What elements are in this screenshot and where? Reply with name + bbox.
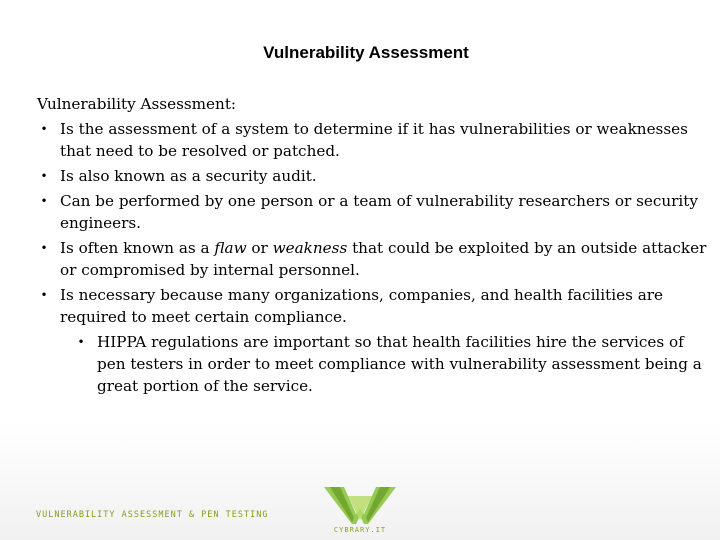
bullet-item (37, 165, 707, 187)
bullet-glyph: • (40, 288, 48, 302)
bullet-text: Is the assessment of a system to determine if it has vulnerabilities or weaknesses that need to be resolved or patched. (60, 120, 688, 160)
bullet-text-part: that could be exploited by an outside attacker or compromised by internal personnel. (60, 239, 707, 279)
intro-heading: Vulnerability Assessment: (37, 95, 237, 113)
emphasis-flaw: flaw (214, 239, 247, 257)
bullet-text: Is necessary because many organizations, companies, and health facilities are required to meet certain compliance. (60, 286, 664, 326)
logo-wordmark: CYBRARY.IT (333, 526, 387, 534)
bullet-list (37, 118, 707, 397)
bullet-text (60, 239, 706, 279)
slide-title: Vulnerability Assessment (263, 43, 469, 62)
sub-bullet-list (60, 331, 707, 397)
bullet-glyph: • (40, 194, 48, 208)
emphasis-weakness: weakness (272, 239, 348, 257)
bullet-item (37, 190, 707, 234)
footer-caption: VULNERABILITY ASSESSMENT & PEN TESTING (36, 510, 269, 520)
bullet-item (37, 237, 707, 281)
bullet-text: Is also known as a security audit. (60, 167, 317, 185)
bullet-glyph: • (77, 335, 85, 349)
bullet-text-part: or (246, 239, 273, 257)
bullet-glyph: • (40, 122, 48, 136)
bullet-item (37, 284, 707, 397)
bullet-text: Can be performed by one person or a team of vulnerability researchers or security engineers. (60, 192, 698, 232)
bullet-text-part: Is often known as a (60, 239, 215, 257)
sub-bullet-item (60, 331, 707, 397)
bullet-glyph: • (40, 241, 48, 255)
sub-bullet-text: HIPPA regulations are important so that health facilities hire the services of pen testers in order to meet compliance with vulnerability assessment being a great portion of the service. (97, 333, 702, 395)
bullet-glyph: • (40, 169, 48, 183)
bullet-item (37, 118, 707, 162)
slide-body (37, 93, 707, 400)
